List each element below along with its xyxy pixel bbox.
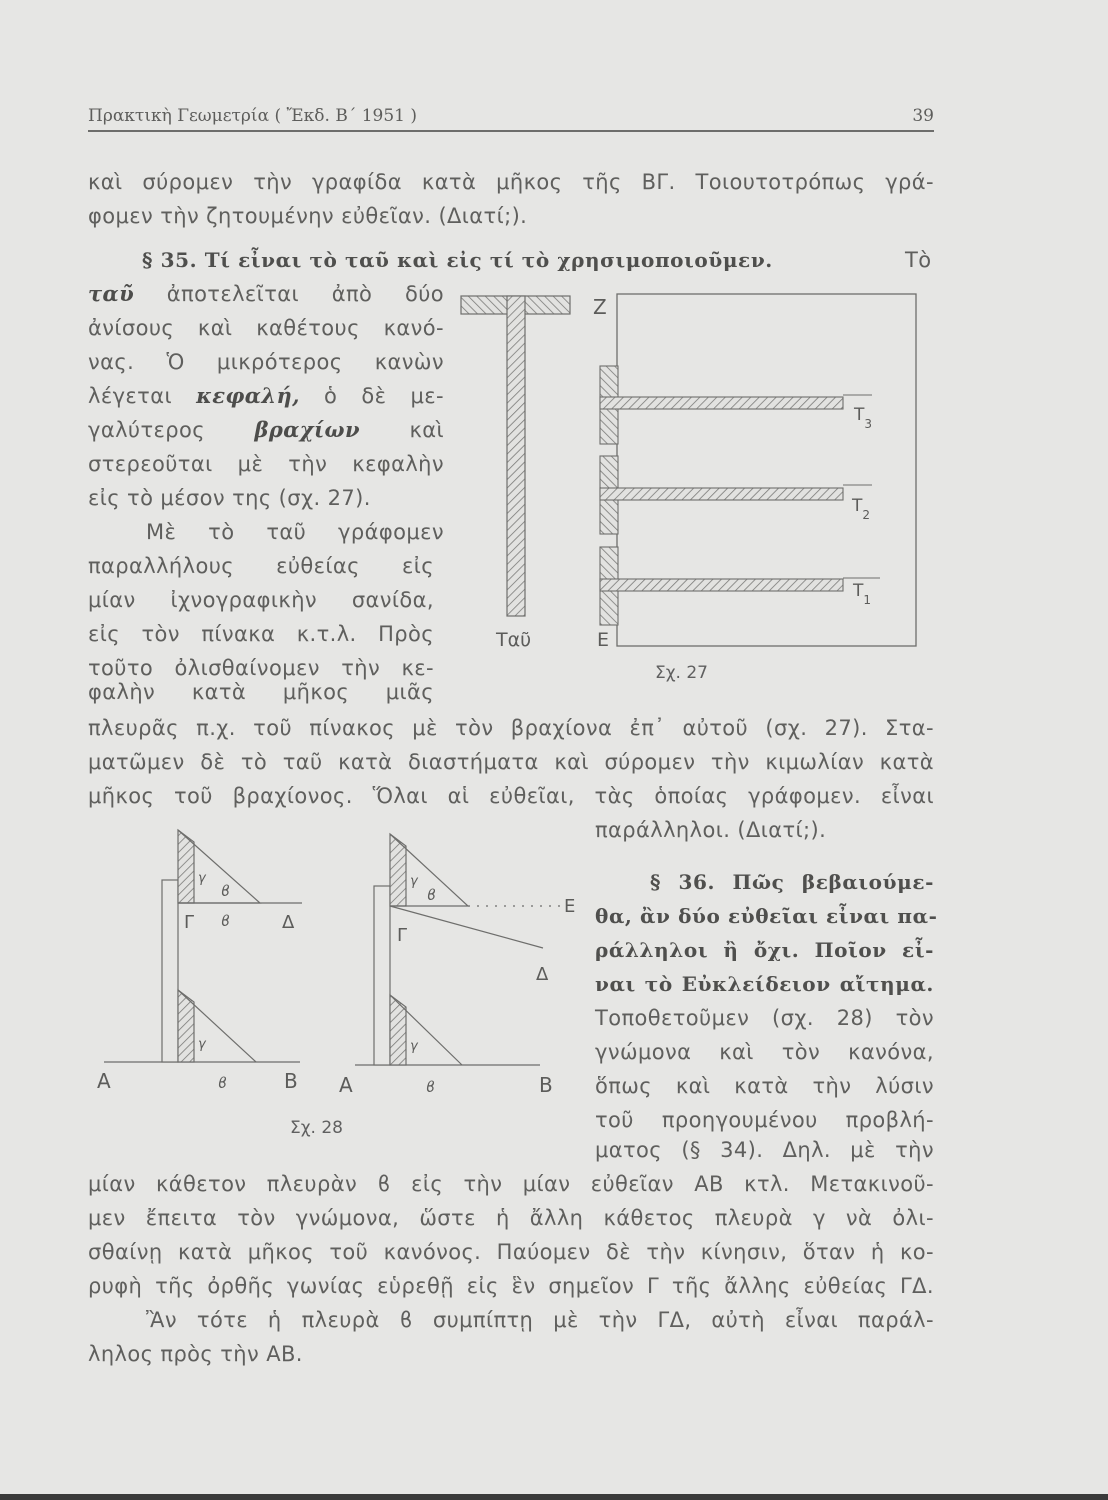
scan-edge	[0, 1494, 1108, 1500]
drawing-board	[617, 294, 916, 646]
figure-28-right	[355, 834, 560, 1065]
paragraph-line: σθαίνῃ κατὰ μῆκος τοῦ κανόνος. Παύομεν δὲ τὴν κίνησιν, ὅταν ἡ κο-	[88, 1240, 934, 1264]
paragraph-line: ἀνίσους καὶ καθέτους κανό-	[88, 316, 444, 340]
section-36-heading-line: ναι τὸ Εὐκλείδειον αἴτημα.	[595, 972, 934, 996]
paragraph-line: στερεοῦται μὲ τὴν κεφαλὴν	[88, 452, 444, 476]
page-number: 39	[912, 106, 934, 126]
t-square-position-3	[600, 366, 872, 444]
paragraph-line: τοῦ προηγουμένου προβλή-	[595, 1108, 934, 1132]
position-label-t3: $T_3$	[854, 405, 873, 431]
paragraph-line: μῆκος τοῦ βραχίονος. Ὅλαι αἱ εὐθεῖαι, τὰς ὁποίας γράφομεν. εἶναι	[88, 784, 934, 808]
right-label-delta: Δ	[536, 964, 549, 985]
paragraph-line: Μὲ τὸ ταῦ γράφομεν	[146, 520, 444, 544]
paragraph-line: μίαν κάθετον πλευρὰν ϐ εἰς τὴν μίαν εὐθεῖαν ΑΒ κτλ. Μετακινοῦ-	[88, 1172, 934, 1196]
paragraph-line: εἰς τὸν πίνακα κ.τ.λ. Πρὸς	[88, 622, 434, 646]
figure-28-left	[104, 830, 302, 1062]
paragraph-line: φαλὴν κατὰ μῆκος μιᾶς	[88, 680, 434, 704]
term-vrachion: βραχίων	[254, 417, 360, 442]
right-label-a: Α	[339, 1073, 353, 1097]
figure-27-caption: Σχ. 27	[655, 663, 709, 683]
paragraph-line: γνώμονα καὶ τὸν κανόνα,	[595, 1040, 934, 1064]
paragraph-line: ληλος πρὸς τὴν ΑΒ.	[88, 1342, 303, 1366]
term-tau: ταῦ	[88, 281, 135, 306]
paragraph-line: παράλληλοι. (Διατί;).	[595, 818, 827, 842]
paragraph-line: καὶ σύρομεν τὴν γραφίδα κατὰ μῆκος τῆς ΒΓ. Τοιουτοτρόπως γρά-	[88, 170, 934, 194]
t-square-position-1	[600, 547, 880, 625]
section-36-heading-line: § 36. Πῶς βεβαιούμε-	[650, 870, 934, 894]
paragraph-line: πλευρᾶς π.χ. τοῦ πίνακος μὲ τὸν βραχίονα ἐπ᾽ αὐτοῦ (σχ. 27). Στα-	[88, 716, 934, 740]
right-label-e: Ε	[564, 896, 576, 917]
book-title: Πρακτικὴ Γεωμετρία ( Ἔκδ. Β΄ 1951 )	[88, 106, 418, 126]
left-label-gamma-point: Γ	[184, 912, 195, 933]
figure-28	[90, 830, 580, 1130]
right-label-beta-lower: ϐ	[426, 1078, 436, 1096]
right-label-b: Β	[539, 1073, 553, 1097]
t-square-diagram	[461, 296, 570, 616]
term-kefali: κεφαλή,	[196, 383, 300, 408]
paragraph-line: ματῶμεν δὲ τὸ ταῦ κατὰ διαστήματα καὶ σύρομεν τὴν κιμωλίαν κατὰ	[88, 750, 934, 774]
board-label-e: Ε	[597, 629, 610, 651]
figure-28-caption: Σχ. 28	[290, 1118, 344, 1138]
right-label-gamma-upper: γ	[410, 874, 418, 889]
left-label-b: Β	[284, 1069, 298, 1093]
paragraph-line: ματος (§ 34). Δηλ. μὲ τὴν	[595, 1138, 934, 1162]
board-label-z: Ζ	[593, 295, 607, 319]
tau-label: Ταῦ	[496, 629, 532, 651]
paragraph-line: λέγεται κεφαλή, ὁ δὲ με-	[88, 383, 445, 408]
paragraph-line: τοῦτο ὀλισθαίνομεν τὴν κε-	[88, 656, 434, 680]
t-square-position-2	[600, 456, 872, 534]
paragraph-line: παραλλήλους εὐθείας εἰς	[88, 554, 434, 578]
right-label-beta-upper: ϐ	[427, 886, 437, 904]
paragraph-line: μεν ἔπειτα τὸν γνώμονα, ὥστε ἡ ἄλλη κάθετος πλευρὰ γ νὰ ὀλι-	[88, 1206, 934, 1230]
figure-27	[460, 280, 940, 700]
position-label-t2: $T_2$	[852, 496, 871, 522]
left-label-delta: Δ	[282, 912, 295, 933]
position-label-t1: $T_1$	[853, 581, 872, 607]
left-label-gamma-upper: γ	[198, 871, 206, 886]
left-label-gamma-lower: γ	[198, 1037, 206, 1052]
running-header	[88, 100, 934, 132]
section-35-heading-tail: Τὸ	[905, 248, 932, 272]
section-35-heading: § 35. Τί εἶναι τὸ ταῦ καὶ εἰς τί τὸ χρησιμοποιοῦμεν.	[142, 248, 773, 272]
paragraph-line: εἰς τὸ μέσον της (σχ. 27).	[88, 486, 371, 510]
paragraph-line: Τοποθετοῦμεν (σχ. 28) τὸν	[595, 1006, 934, 1030]
left-label-a: Α	[97, 1069, 111, 1093]
paragraph-line: Ἂν τότε ἡ πλευρὰ ϐ συμπίπτῃ μὲ τὴν ΓΔ, αὐτὴ εἶναι παράλ-	[146, 1308, 934, 1332]
paragraph-line: φομεν τὴν ζητουμένην εὐθεῖαν. (Διατί;).	[88, 204, 528, 228]
paragraph-line: ρυφὴ τῆς ὀρθῆς γωνίας εὑρεθῇ εἰς ἓν σημεῖον Γ τῆς ἄλλης εὐθείας ΓΔ.	[88, 1274, 934, 1298]
paragraph-line: ὅπως καὶ κατὰ τὴν λύσιν	[595, 1074, 934, 1098]
section-36-heading-line: ράλληλοι ἢ ὄχι. Ποῖον εἶ-	[595, 938, 934, 962]
paragraph-line: ταῦ ἀποτελεῖται ἀπὸ δύο	[88, 281, 444, 306]
right-label-gamma-lower: γ	[410, 1039, 418, 1054]
left-label-beta-upper: ϐ	[221, 882, 231, 900]
left-label-beta-line: ϐ	[221, 912, 231, 930]
paragraph-line: μίαν ἰχνογραφικὴν σανίδα,	[88, 588, 434, 612]
paragraph-line: γαλύτερος βραχίων καὶ	[88, 417, 444, 442]
section-36-heading-line: θα, ἂν δύο εὐθεῖαι εἶναι πα-	[595, 904, 938, 928]
right-label-gamma-point: Γ	[397, 925, 408, 946]
left-label-beta-lower: ϐ	[218, 1074, 228, 1092]
paragraph-line: νας. Ὁ μικρότερος κανὼν	[88, 350, 444, 374]
